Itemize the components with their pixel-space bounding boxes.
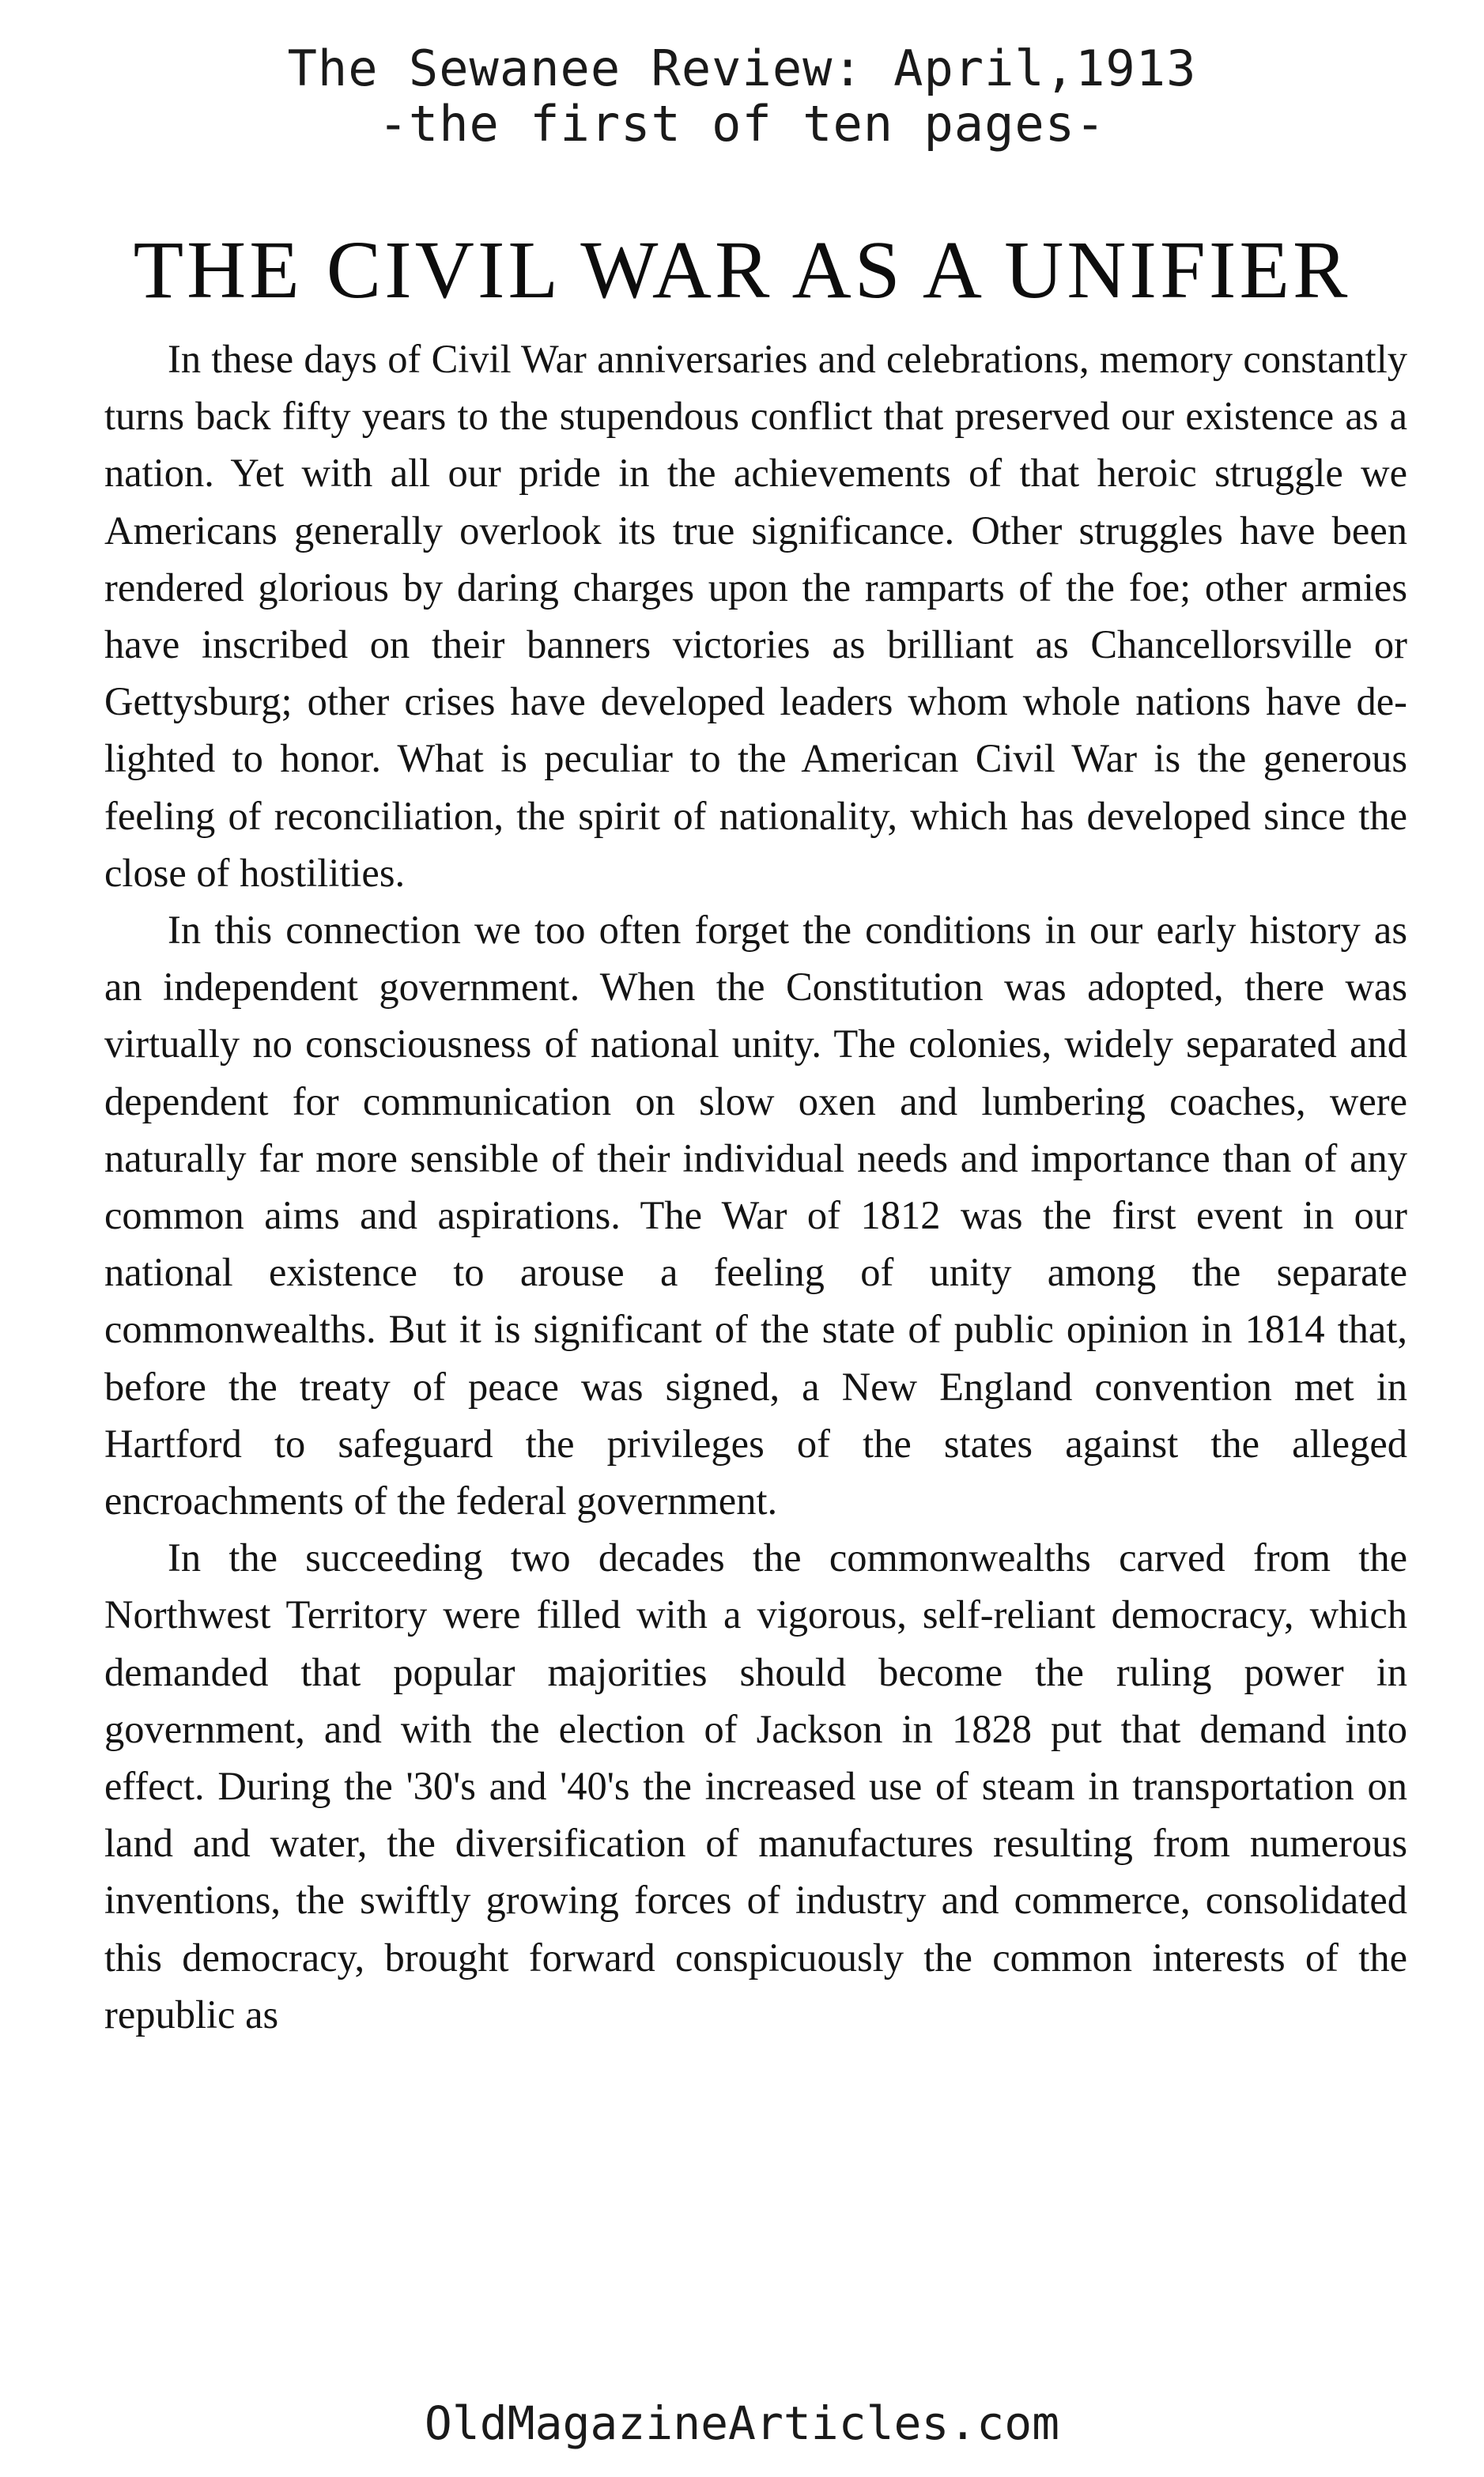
article-body	[104, 330, 1407, 2043]
paragraph: In the succeeding two decades the commonwealths carved from the Northwest Territory were filled with a vigorous, self-reliant democracy, which demanded that popular majorities should become the ruling power in government, and with the election of Jackson in 1828 put that demand into effect. During the '30's and '40's the increased use of steam in transportation on land and water, the diversification of manufactures resulting from numerous inventions, the swiftly growing forces of industry and commerce, consolidated this democracy, brought forward conspicuously the common interests of the republic as	[104, 1535, 1407, 2037]
source-header	[0, 41, 1484, 152]
page-count-line: -the first of ten pages-	[378, 95, 1106, 153]
site-footer: OldMagazineArticles.com	[424, 2396, 1060, 2450]
source-line: The Sewanee Review: April,1913	[287, 40, 1197, 97]
paragraph: In this connection we too often forget the conditions in our early history as an independent government. When the Constitution was adopted, there was virtually no consciousness of national unity. The colonies, widely separated and dependent for communication on slow oxen and lumbering coaches, were naturally far more sensible of their individual needs and importance than of any common aims and aspirations. The War of 1812 was the first event in our national existence to arouse a feeling of unity among the separate commonwealths. But it is significant of the state of public opinion in 1814 that, before the treaty of peace was signed, a New England convention met in Hartford to safeguard the privileges of the states against the alleged encroachments of the federal government.	[104, 908, 1407, 1524]
article-title: THE CIVIL WAR AS A UNIFIER	[133, 225, 1351, 315]
paragraph: In these days of Civil War anniversaries and celebrations, memory constantly turns back fifty years to the stupendous conflict that preserved our existence as a nation. Yet with all our pride in the achievements of that heroic struggle we Americans generally overlook its true significance. Other struggles have been rendered glorious by daring charges upon the ramparts of the foe; other armies have inscribed on their banners victories as brilliant as Chancellorsville or Gettysburg; other crises have developed leaders whom whole nations have delighted to honor. What is peculiar to the American Civil War is the generous feeling of reconciliation, the spirit of nationality, which has developed since the close of hostilities.	[104, 337, 1407, 895]
